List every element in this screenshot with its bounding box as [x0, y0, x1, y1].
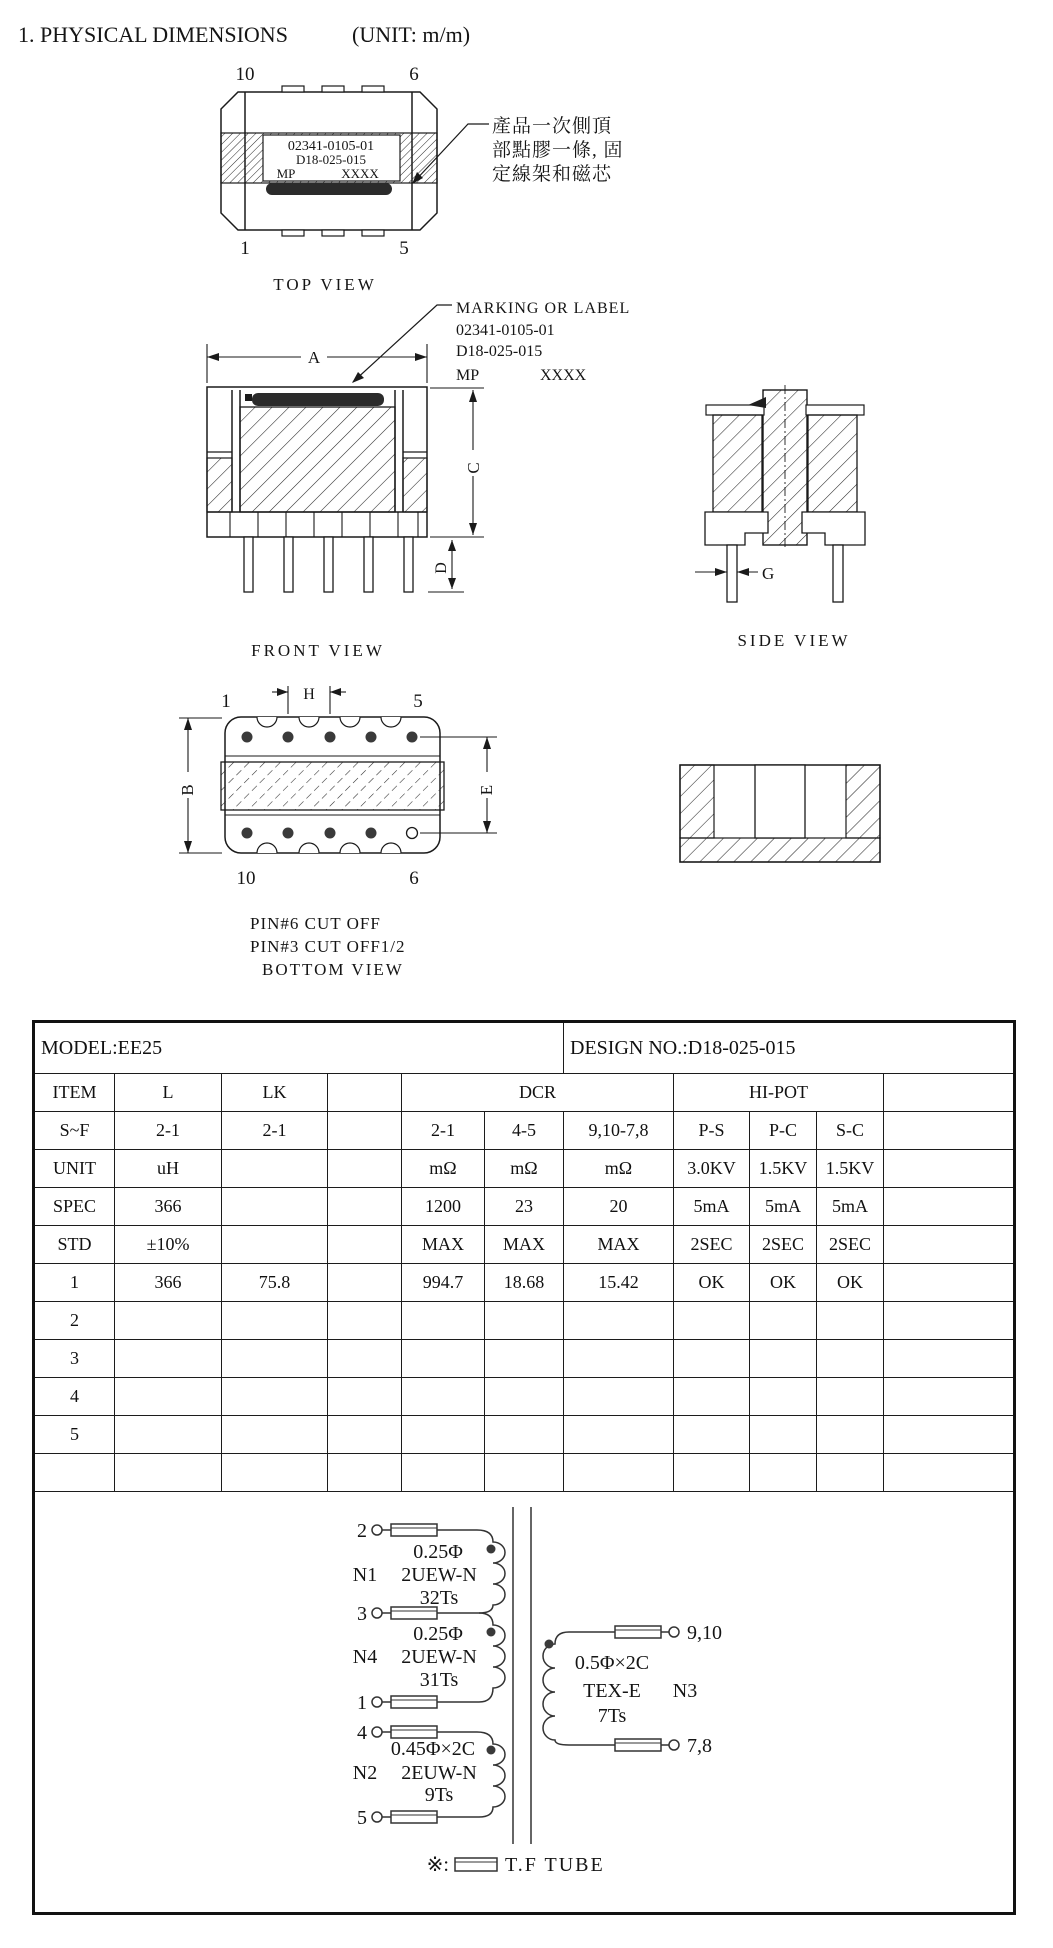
n4-name: N4	[352, 1646, 378, 1668]
col-lk: LK	[222, 1074, 328, 1112]
coil-n4	[479, 1613, 505, 1702]
spec-cell	[564, 1454, 674, 1492]
spec-cell	[884, 1454, 1015, 1492]
winding-schematic	[35, 1492, 1010, 1912]
tf-tube	[615, 1626, 661, 1638]
n1-type: 2UEW-N	[401, 1564, 477, 1586]
dim-H-label: H	[303, 686, 315, 703]
spec-table-row	[34, 1226, 1015, 1264]
winding-diagram-cell	[34, 1492, 1015, 1914]
spec-cell: ±10%	[115, 1226, 222, 1264]
sch-pin-3: 3	[357, 1603, 367, 1625]
spec-cell: 3.0KV	[674, 1150, 750, 1188]
marking-box-line3-left: MP	[276, 166, 296, 181]
spec-cell: OK	[674, 1264, 750, 1302]
col-blank1	[328, 1074, 402, 1112]
spec-cell: S~F	[34, 1112, 115, 1150]
spec-cell	[328, 1188, 402, 1226]
spec-cell	[750, 1378, 817, 1416]
spec-cell	[817, 1378, 884, 1416]
glue-strip	[266, 183, 392, 195]
spec-cell	[485, 1454, 564, 1492]
col-hipot: HI-POT	[674, 1074, 884, 1112]
callout-line2: 02341-0105-01	[456, 322, 555, 339]
spec-cell	[222, 1188, 328, 1226]
spec-cell: SPEC	[34, 1188, 115, 1226]
spec-cell	[485, 1340, 564, 1378]
spec-cell: mΩ	[564, 1150, 674, 1188]
spec-cell	[884, 1112, 1015, 1150]
top-pin-1: 1	[240, 238, 250, 259]
spec-cell	[674, 1340, 750, 1378]
spec-cell	[34, 1454, 115, 1492]
spec-cell: 20	[564, 1188, 674, 1226]
spec-table-row	[34, 1454, 1015, 1492]
front-flange-left	[207, 458, 232, 512]
spec-cell	[328, 1112, 402, 1150]
glue-note-line3: 定線架和磁芯	[492, 164, 613, 185]
spec-cell	[328, 1264, 402, 1302]
callout-line4-left: MP	[456, 367, 480, 384]
spec-cell	[884, 1188, 1015, 1226]
spec-table-row	[34, 1416, 1015, 1454]
spec-cell	[674, 1378, 750, 1416]
front-view-label: FRONT VIEW	[251, 641, 385, 660]
spec-table-row	[34, 1112, 1015, 1150]
spec-cell	[222, 1378, 328, 1416]
spec-cell	[222, 1416, 328, 1454]
spec-cell: P-S	[674, 1112, 750, 1150]
n4-wire: 0.25Φ	[413, 1623, 463, 1645]
spec-cell	[328, 1340, 402, 1378]
spec-cell	[485, 1302, 564, 1340]
spec-cell: UNIT	[34, 1150, 115, 1188]
dim-E-label: E	[477, 784, 496, 796]
front-pins	[244, 537, 413, 592]
model-cell: MODEL:EE25	[34, 1022, 564, 1074]
spec-cell	[817, 1416, 884, 1454]
spec-table-row	[34, 1150, 1015, 1188]
glue-note-line1: 產品一次側頂	[492, 116, 613, 137]
tf-tube	[391, 1726, 437, 1738]
table-header-row	[34, 1074, 1015, 1112]
spec-cell	[817, 1340, 884, 1378]
spec-cell	[817, 1454, 884, 1492]
top-view-label: TOP VIEW	[273, 275, 377, 294]
sch-pin-2: 2	[357, 1520, 367, 1542]
top-pin-5: 5	[399, 238, 409, 259]
spec-cell	[328, 1150, 402, 1188]
spec-cell	[115, 1302, 222, 1340]
spec-cell: 1.5KV	[817, 1150, 884, 1188]
spec-cell	[402, 1340, 485, 1378]
bottom-note-2: PIN#3 CUT OFF1/2	[250, 937, 406, 956]
spec-cell: 1200	[402, 1188, 485, 1226]
spec-cell: mΩ	[402, 1150, 485, 1188]
col-item: ITEM	[34, 1074, 115, 1112]
callout-line1: MARKING OR LABEL	[456, 300, 631, 317]
spec-cell	[884, 1302, 1015, 1340]
spec-cell	[674, 1454, 750, 1492]
spec-cell: 994.7	[402, 1264, 485, 1302]
spec-cell	[485, 1378, 564, 1416]
marking-box-line2: D18-025-015	[295, 152, 367, 167]
spec-table	[32, 1020, 1016, 1915]
coil-n1	[477, 1530, 505, 1613]
spec-cell	[328, 1416, 402, 1454]
spec-cell: 5mA	[674, 1188, 750, 1226]
spec-cell: uH	[115, 1150, 222, 1188]
spec-cell	[328, 1454, 402, 1492]
spec-table-row	[34, 1264, 1015, 1302]
spec-cell: MAX	[485, 1226, 564, 1264]
marking-box-line1: 02341-0105-01	[287, 139, 375, 154]
spec-cell: 366	[115, 1264, 222, 1302]
sec-bottom-pins: 7,8	[687, 1735, 712, 1757]
spec-cell	[750, 1340, 817, 1378]
spec-cell	[402, 1378, 485, 1416]
spec-cell: 2-1	[402, 1112, 485, 1150]
spec-cell	[750, 1302, 817, 1340]
schematic-row	[34, 1492, 1015, 1914]
spec-cell: mΩ	[485, 1150, 564, 1188]
spec-cell	[222, 1454, 328, 1492]
n1-name: N1	[352, 1564, 378, 1586]
spec-cell	[750, 1416, 817, 1454]
coil-n3	[543, 1632, 569, 1745]
callout-line3: D18-025-015	[456, 343, 543, 360]
sch-pin-5: 5	[357, 1807, 367, 1829]
side-block-right	[808, 415, 857, 512]
spec-cell: 2SEC	[817, 1226, 884, 1264]
n3-type: TEX-E	[583, 1680, 641, 1702]
sch-pin-4: 4	[357, 1722, 367, 1744]
spec-cell: 1	[34, 1264, 115, 1302]
tf-tube	[615, 1739, 661, 1751]
spec-cell	[674, 1302, 750, 1340]
spec-cell	[750, 1454, 817, 1492]
bottom-pin6-open	[407, 828, 418, 839]
legend-label: T.F TUBE	[505, 1854, 605, 1876]
spec-cell	[222, 1150, 328, 1188]
bottom-core-band	[221, 762, 444, 810]
spec-cell	[884, 1378, 1015, 1416]
n3-turns: 7Ts	[597, 1705, 627, 1727]
spec-cell: STD	[34, 1226, 115, 1264]
spec-cell: S-C	[817, 1112, 884, 1150]
spec-cell	[884, 1226, 1015, 1264]
dim-G-label: G	[762, 564, 775, 583]
spec-cell: 75.8	[222, 1264, 328, 1302]
spec-cell	[564, 1416, 674, 1454]
n4-turns: 31Ts	[419, 1669, 459, 1691]
spec-cell	[884, 1150, 1015, 1188]
front-glue-strip	[252, 393, 384, 406]
callout-line4-right: XXXX	[540, 367, 587, 384]
spec-cell: OK	[817, 1264, 884, 1302]
col-dcr: DCR	[402, 1074, 674, 1112]
legend-tube	[455, 1858, 497, 1871]
bottom-view-label: BOTTOM VIEW	[262, 960, 404, 979]
dim-C-label: C	[464, 462, 483, 474]
spec-cell	[328, 1378, 402, 1416]
bottom-pin-6: 6	[409, 868, 419, 889]
bottom-note-1: PIN#6 CUT OFF	[250, 914, 381, 933]
spec-cell: 2-1	[115, 1112, 222, 1150]
n4-type: 2UEW-N	[401, 1646, 477, 1668]
core-channel-drawing	[680, 765, 880, 862]
marking-box-line3-right: XXXX	[341, 166, 379, 181]
spec-cell: OK	[750, 1264, 817, 1302]
spec-cell	[222, 1302, 328, 1340]
tf-tube	[391, 1524, 437, 1536]
spec-cell: 4	[34, 1378, 115, 1416]
n2-turns: 9Ts	[424, 1784, 454, 1806]
spec-cell	[222, 1226, 328, 1264]
dim-B-label: B	[178, 784, 197, 796]
design-no-cell: DESIGN NO.:D18-025-015	[564, 1022, 1015, 1074]
spec-table-row	[34, 1302, 1015, 1340]
spec-cell: 5	[34, 1416, 115, 1454]
spec-cell: 18.68	[485, 1264, 564, 1302]
side-view-label: SIDE VIEW	[737, 631, 851, 650]
bottom-pin-10: 10	[236, 868, 256, 889]
n2-type: 2EUW-N	[401, 1762, 477, 1784]
spec-cell	[884, 1340, 1015, 1378]
legend-symbol: ※:	[426, 1854, 449, 1876]
top-pin-10: 10	[235, 64, 255, 85]
spec-cell: 5mA	[750, 1188, 817, 1226]
spec-cell: MAX	[402, 1226, 485, 1264]
n1-wire: 0.25Φ	[413, 1541, 463, 1563]
spec-cell: 1.5KV	[750, 1150, 817, 1188]
spec-cell	[402, 1454, 485, 1492]
page-title-unit: (UNIT: m/m)	[352, 22, 471, 47]
spec-table-row	[34, 1340, 1015, 1378]
n3-name: N3	[672, 1680, 698, 1702]
side-block-left	[713, 415, 762, 512]
spec-cell	[222, 1340, 328, 1378]
spec-cell: 5mA	[817, 1188, 884, 1226]
page-title: 1. PHYSICAL DIMENSIONS	[18, 22, 288, 47]
spec-table-row	[34, 1378, 1015, 1416]
glue-note-line2: 部點膠一條, 固	[492, 140, 624, 161]
spec-table-body	[34, 1112, 1015, 1492]
spec-cell	[564, 1302, 674, 1340]
tf-tube	[391, 1811, 437, 1823]
spec-table-row	[34, 1188, 1015, 1226]
sch-pin-1: 1	[357, 1692, 367, 1714]
spec-cell	[817, 1302, 884, 1340]
spec-cell	[328, 1302, 402, 1340]
spec-cell	[564, 1378, 674, 1416]
dim-D-label: D	[433, 562, 450, 574]
spec-cell	[884, 1416, 1015, 1454]
bottom-pin-5: 5	[413, 691, 423, 712]
top-pin-6: 6	[409, 64, 419, 85]
tf-tube	[391, 1696, 437, 1708]
spec-cell	[564, 1340, 674, 1378]
spec-cell	[115, 1416, 222, 1454]
spec-cell: 2SEC	[750, 1226, 817, 1264]
bottom-pin-1: 1	[221, 691, 231, 712]
spec-cell	[485, 1416, 564, 1454]
n3-wire: 0.5Φ×2C	[574, 1652, 650, 1674]
spec-cell: MAX	[564, 1226, 674, 1264]
side-view-drawing	[705, 385, 865, 602]
n1-turns: 32Ts	[419, 1587, 459, 1609]
spec-cell: 366	[115, 1188, 222, 1226]
marking-callout-leader	[352, 305, 452, 383]
col-blank2	[884, 1074, 1015, 1112]
n2-wire: 0.45Φ×2C	[390, 1738, 476, 1760]
spec-cell: 2SEC	[674, 1226, 750, 1264]
spec-cell: P-C	[750, 1112, 817, 1150]
spec-cell: 15.42	[564, 1264, 674, 1302]
dim-A-label: A	[307, 348, 321, 367]
spec-cell: 4-5	[485, 1112, 564, 1150]
col-l: L	[115, 1074, 222, 1112]
table-title-row	[34, 1022, 1015, 1074]
n2-name: N2	[352, 1762, 378, 1784]
coil-n2	[477, 1732, 505, 1817]
spec-cell	[402, 1302, 485, 1340]
sec-top-pins: 9,10	[687, 1622, 722, 1644]
front-core-hatch	[240, 407, 395, 512]
spec-cell	[115, 1454, 222, 1492]
front-view-drawing	[207, 387, 427, 592]
spec-cell	[115, 1340, 222, 1378]
spec-cell	[674, 1416, 750, 1454]
bottom-view-drawing	[221, 717, 444, 853]
spec-cell	[884, 1264, 1015, 1302]
spec-cell: 2-1	[222, 1112, 328, 1150]
front-flange-right	[403, 458, 427, 512]
spec-cell: 3	[34, 1340, 115, 1378]
spec-cell: 2	[34, 1302, 115, 1340]
spec-cell	[402, 1416, 485, 1454]
spec-cell: 23	[485, 1188, 564, 1226]
spec-cell	[328, 1226, 402, 1264]
spec-cell	[115, 1378, 222, 1416]
spec-cell: 9,10-7,8	[564, 1112, 674, 1150]
